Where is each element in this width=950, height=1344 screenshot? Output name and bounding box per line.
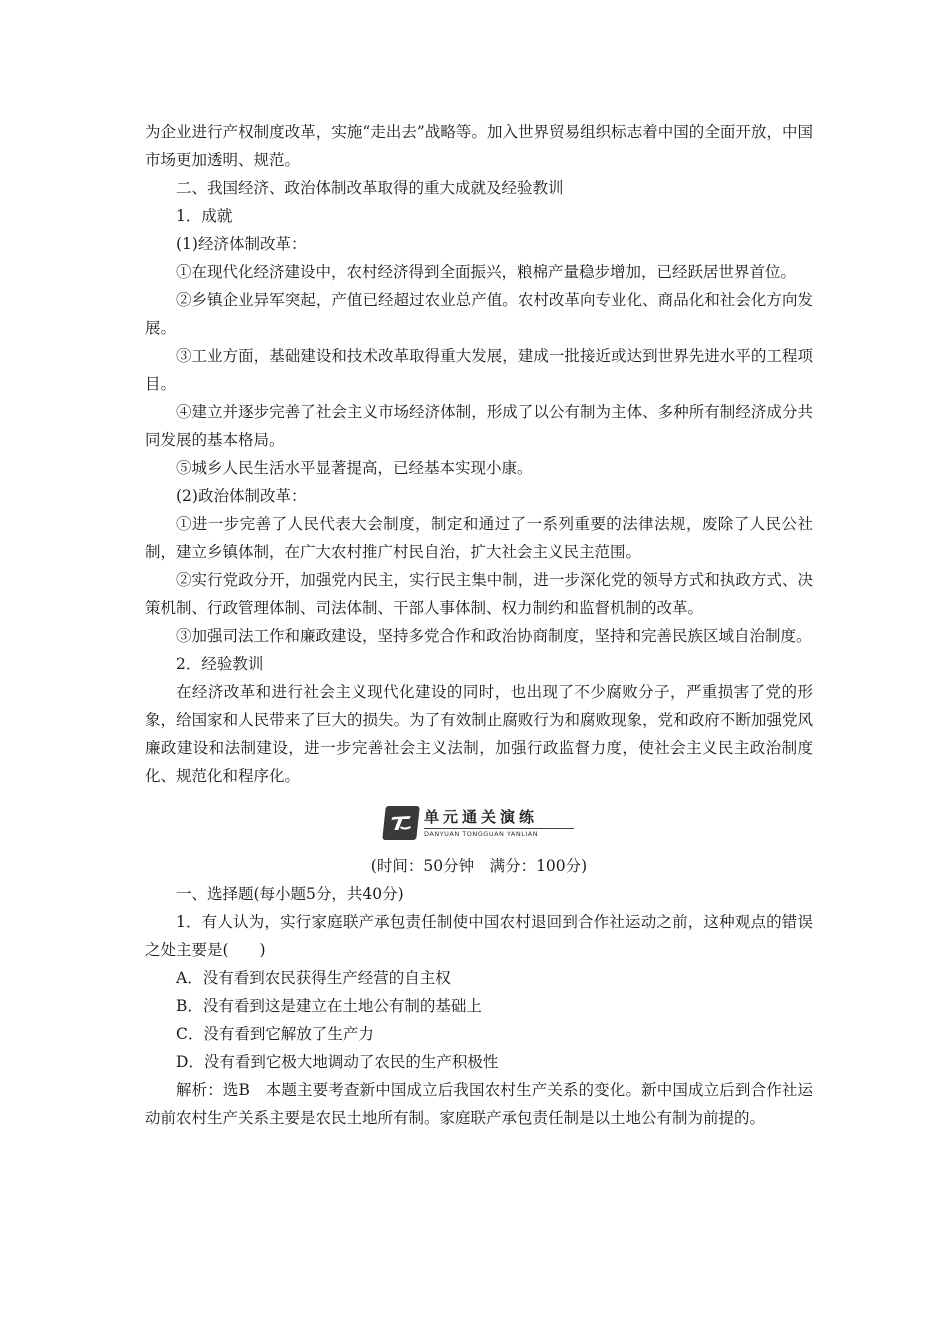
question-analysis: 解析：选B 本题主要考查新中国成立后我国农村生产关系的变化。新中国成立后到合作社运动前农村生产关系主要是农民土地所有制。家庭联产承包责任制是以土地公有制为前提的。 (145, 1081, 813, 1127)
document-page (145, 118, 813, 1132)
paragraph: 1．成就 (176, 207, 233, 225)
paragraph: ⑤城乡人民生活水平显著提高，已经基本实现小康。 (176, 459, 533, 477)
paragraph: ①在现代化经济建设中，农村经济得到全面振兴，粮棉产量稳步增加，已经跃居世界首位。 (176, 263, 797, 281)
paragraph: ②实行党政分开，加强党内民主，实行民主集中制，进一步深化党的领导方式和执政方式、决策机制、行政管理体制、司法体制、干部人事体制、权力制约和监督机制的改革。 (145, 571, 813, 617)
paragraph: 二、我国经济、政治体制改革取得的重大成就及经验教训 (176, 179, 564, 197)
paragraph: (1)经济体制改革： (176, 235, 307, 253)
banner-logo-icon (382, 806, 420, 840)
option-d: D．没有看到它极大地调动了农民的生产积极性 (176, 1053, 499, 1071)
paragraph: 2．经验教训 (176, 655, 264, 673)
paragraph: ②乡镇企业异军突起，产值已经超过农业总产值。农村改革向专业化、商品化和社会化方向发展。 (145, 291, 813, 337)
paragraph: 为企业进行产权制度改革，实施“走出去”战略等。加入世界贸易组织标志着中国的全面开放，中国市场更加透明、规范。 (145, 123, 813, 169)
option-a: A．没有看到农民获得生产经营的自主权 (176, 969, 451, 987)
section-heading: 一、选择题(每小题5分，共40分) (176, 885, 404, 903)
paragraph: ③工业方面，基础建设和技术改革取得重大发展，建成一批接近或达到世界先进水平的工程项目。 (145, 347, 813, 393)
paragraph: ①进一步完善了人民代表大会制度，制定和通过了一系列重要的法律法规，废除了人民公社制，建立乡镇体制，在广大农村推广村民自治，扩大社会主义民主范围。 (145, 515, 813, 561)
option-c: C．没有看到它解放了生产力 (176, 1025, 374, 1043)
paragraph: ③加强司法工作和廉政建设，坚持多党合作和政治协商制度，坚持和完善民族区域自治制度。 (176, 627, 812, 645)
question-stem: 1．有人认为，实行家庭联产承包责任制使中国农村退回到合作社运动之前，这种观点的错误之处主要是( ) (145, 913, 813, 959)
review-section (145, 118, 813, 790)
paragraph: 在经济改革和进行社会主义现代化建设的同时，也出现了不少腐败分子，严重损害了党的形象，给国家和人民带来了巨大的损失。为了有效制止腐败行为和腐败现象，党和政府不断加强党风廉政建设和法制建设，进一步完善社会主义法制，加强行政监督力度，使社会主义民主政治制度化、规范化和程序化。 (145, 683, 813, 785)
option-b: B．没有看到这是建立在土地公有制的基础上 (176, 997, 482, 1015)
exam-info: (时间：50分钟 满分：100分) (370, 857, 588, 875)
unit-banner (145, 794, 813, 852)
banner-title: 单元通关演练 (424, 807, 539, 826)
paragraph: ④建立并逐步完善了社会主义市场经济体制，形成了以公有制为主体、多种所有制经济成分共同发展的基本格局。 (145, 403, 813, 449)
paragraph: (2)政治体制改革： (176, 487, 307, 505)
banner-subtitle: DANYUAN TONGGUAN YANLIAN (424, 829, 539, 838)
